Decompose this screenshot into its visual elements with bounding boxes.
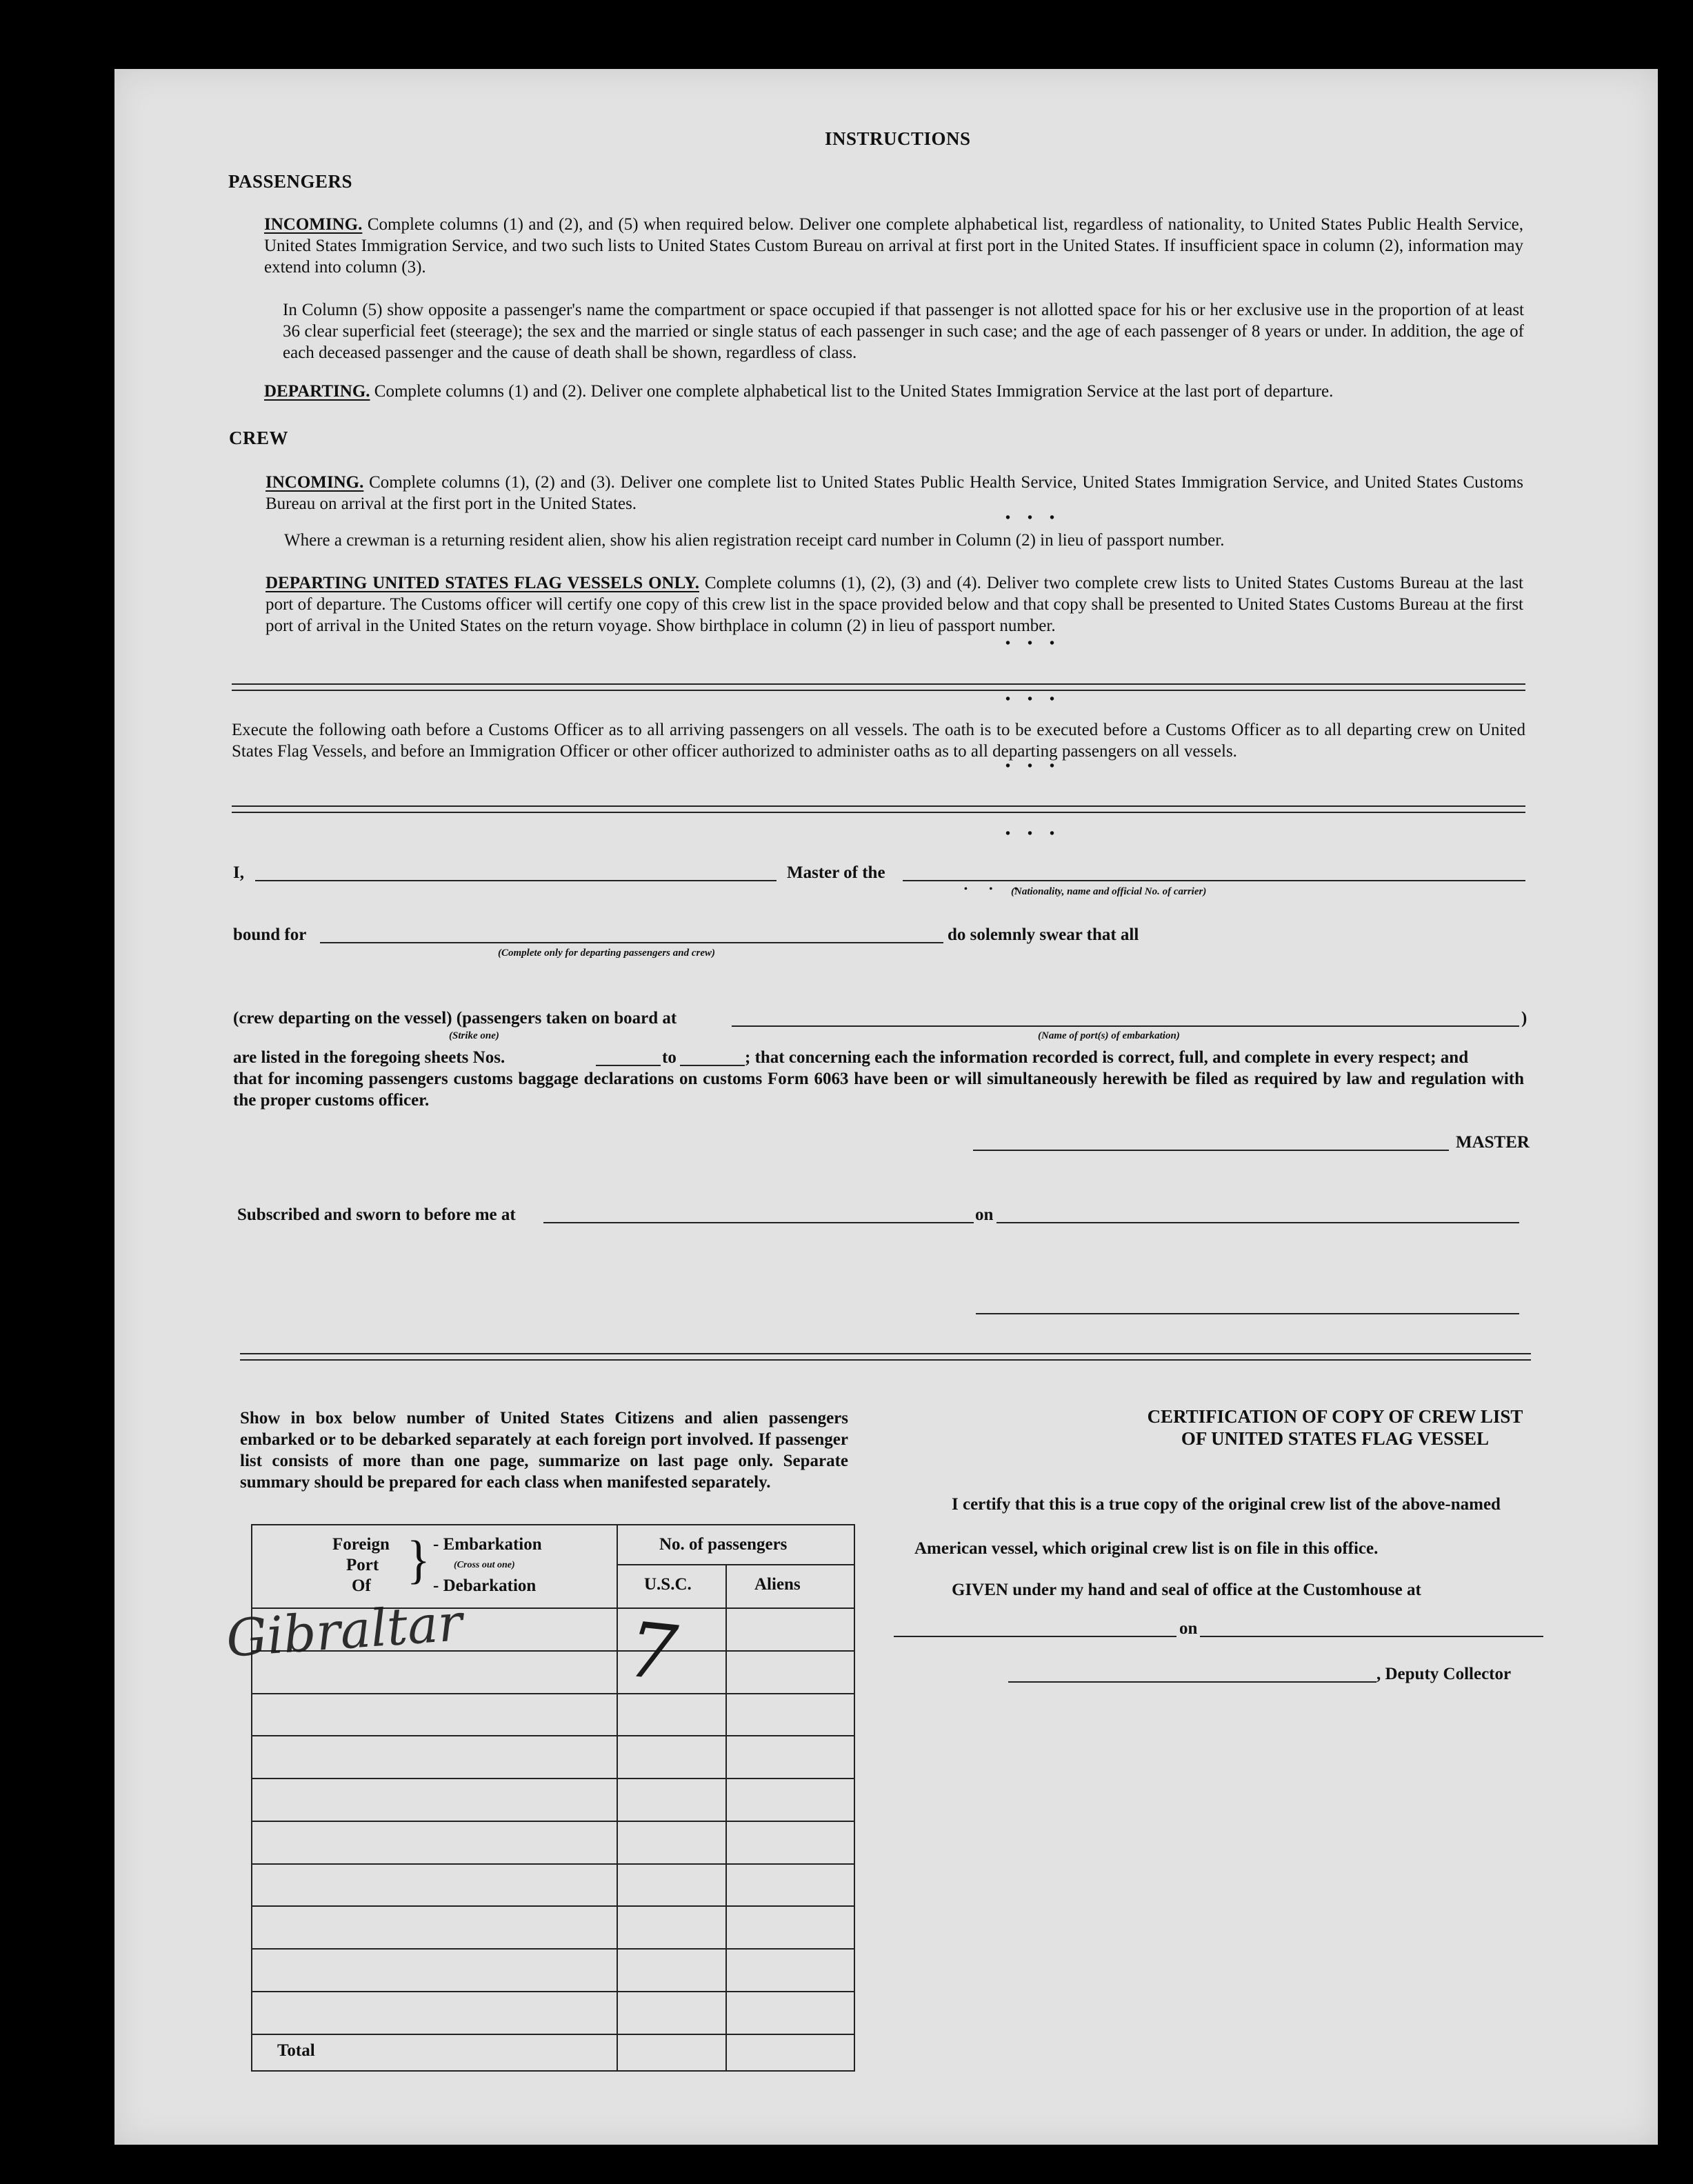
total-label: Total bbox=[277, 2041, 315, 2060]
page-title: INSTRUCTIONS bbox=[825, 128, 971, 149]
certification-line3: GIVEN under my hand and seal of office at the Customhouse at bbox=[952, 1581, 1421, 1599]
master-name-line[interactable] bbox=[255, 880, 777, 881]
summary-instruction: Show in box below number of United States Citizens and alien passengers embarked or to be debarked separately at each foreign port involved. If passenger list consists of more than one page, summarize on last page only. Separate summary should be prepared for each class when manifested separately. bbox=[240, 1409, 848, 1492]
oath-swear: do solemnly swear that all bbox=[948, 925, 1139, 944]
oath-crew-departing: (crew departing on the vessel) (passengers taken on board at bbox=[233, 1009, 677, 1028]
passengers-incoming-text: Complete columns (1) and (2), and (5) when required below. Deliver one complete alphabetical list, regardless of nationality, to United States Public Health Service, United States Immigration Service, and two such lists to United States Custom Bureau on arrival at first port in the United States. If insufficient space in column (2), information may extend into column (3). bbox=[264, 215, 1524, 277]
table-row bbox=[252, 1948, 854, 1950]
passengers-departing-paragraph bbox=[264, 381, 1523, 402]
sworn-place-line[interactable] bbox=[543, 1222, 974, 1223]
customhouse-line[interactable] bbox=[894, 1636, 1176, 1637]
vessel-name-line[interactable] bbox=[903, 880, 1525, 881]
dot-mark: • • • bbox=[964, 884, 1028, 894]
header-debarkation: - Debarkation bbox=[433, 1576, 537, 1595]
table-row bbox=[252, 1778, 854, 1779]
crew-resident-paragraph: Where a crewman is a returning resident alien, show his alien registration receipt card number in Column (2) in lieu of passport number. bbox=[284, 531, 1225, 550]
header-usc: U.S.C. bbox=[644, 1575, 692, 1594]
handwritten-usc-count: 7 bbox=[623, 1605, 681, 1699]
crew-incoming-text: Complete columns (1), (2) and (3). Deliver one complete list to United States Public Health Service, United States Immigration Service, and United States Customs Bureau on arrival at the first port in the United States. bbox=[266, 473, 1524, 513]
dot-mark: • • • bbox=[1005, 759, 1062, 774]
header-embarkation: - Embarkation bbox=[433, 1535, 542, 1554]
header-port: Port bbox=[346, 1556, 379, 1574]
sheet-to-line[interactable] bbox=[680, 1065, 745, 1066]
brace-mark: } bbox=[407, 1531, 430, 1590]
table-row bbox=[252, 1735, 854, 1736]
passenger-summary-table bbox=[224, 1524, 855, 2072]
officer-signature-line[interactable] bbox=[976, 1313, 1519, 1314]
certification-line1: I certify that this is a true copy of the original crew list of the above-named bbox=[952, 1495, 1501, 1514]
crew-heading: CREW bbox=[229, 428, 289, 448]
close-paren: ) bbox=[1521, 1009, 1527, 1028]
row-divider bbox=[617, 1564, 854, 1565]
header-foreign: Foreign bbox=[332, 1535, 390, 1554]
section-divider bbox=[232, 805, 1525, 813]
crew-departing-label: DEPARTING UNITED STATES FLAG VESSELS ONLY. bbox=[266, 574, 699, 592]
oath-i-label: I, bbox=[233, 863, 244, 882]
crew-incoming-label: INCOMING. bbox=[266, 473, 364, 492]
master-signature-line[interactable] bbox=[973, 1150, 1449, 1151]
oath-listed-b: ; that concerning each the information recorded is correct, full, and complete in every respect; and bbox=[745, 1048, 1469, 1067]
certification-title-line2: OF UNITED STATES FLAG VESSEL bbox=[1181, 1428, 1490, 1449]
master-label: MASTER bbox=[1456, 1133, 1530, 1152]
table-row bbox=[252, 1905, 854, 1907]
nationality-note: (Nationality, name and official No. of carrier) bbox=[1011, 886, 1207, 897]
deputy-signature-line[interactable] bbox=[1008, 1681, 1376, 1683]
sheet-from-line[interactable] bbox=[596, 1065, 661, 1066]
passengers-heading: PASSENGERS bbox=[228, 171, 353, 192]
embarkation-port-line[interactable] bbox=[732, 1025, 1519, 1027]
column-divider bbox=[725, 1564, 727, 2070]
passengers-column5-paragraph: In Column (5) show opposite a passenger's name the compartment or space occupied if that passenger is not allotted space for his or her exclusive use in the proportion of at least 36 clear superficial feet (steerage); the sex and the married or single status of each passenger in such case; and the age of each passenger of 8 years or under. In addition, the age of each deceased passenger and the cause of death shall be shown, regardless of class. bbox=[283, 301, 1524, 362]
passengers-departing-text: Complete columns (1) and (2). Deliver one complete alphabetical list to the United States Immigration Service at the last port of departure. bbox=[374, 382, 1334, 401]
certification-deputy: , Deputy Collector bbox=[1376, 1665, 1512, 1683]
crew-departing-paragraph bbox=[266, 572, 1523, 637]
header-aliens: Aliens bbox=[754, 1575, 801, 1594]
passengers-departing-label: DEPARTING. bbox=[264, 382, 370, 401]
dot-mark: • • • bbox=[1005, 510, 1062, 525]
section-divider bbox=[240, 1353, 1531, 1361]
passengers-incoming-paragraph bbox=[264, 214, 1523, 278]
certification-on: on bbox=[1179, 1619, 1198, 1638]
header-cross-out: (Cross out one) bbox=[454, 1560, 515, 1570]
table-row bbox=[252, 1821, 854, 1822]
certification-title-line1: CERTIFICATION OF COPY OF CREW LIST bbox=[1147, 1406, 1523, 1427]
table-row bbox=[252, 1991, 854, 1992]
dot-mark: • • • bbox=[1005, 692, 1062, 707]
oath-listed-a: are listed in the foregoing sheets Nos. bbox=[233, 1048, 505, 1067]
table-row bbox=[252, 1863, 854, 1865]
destination-line[interactable] bbox=[320, 942, 943, 943]
document-page bbox=[114, 69, 1658, 2145]
bound-note: (Complete only for departing passengers and crew) bbox=[498, 948, 715, 959]
dot-mark: • • • bbox=[1005, 636, 1062, 651]
table-row bbox=[252, 2034, 854, 2035]
header-of: Of bbox=[352, 1576, 371, 1595]
table-row bbox=[252, 1693, 854, 1694]
oath-instruction: Execute the following oath before a Customs Officer as to all arriving passengers on all vessels. The oath is to be executed before a Customs Officer as to all departing crew on United States Flag Vessels, and before an Immigration Officer or other officer authorized to administer oaths as to all departing passengers on all vessels. bbox=[232, 721, 1525, 761]
section-divider bbox=[232, 683, 1525, 691]
oath-on: on bbox=[975, 1205, 994, 1224]
port-note: (Name of port(s) of embarkation) bbox=[1038, 1030, 1180, 1041]
oath-listed-to: to bbox=[662, 1048, 677, 1067]
passengers-incoming-label: INCOMING. bbox=[264, 215, 363, 234]
oath-bound-for: bound for bbox=[233, 925, 307, 944]
oath-listed-c: that for incoming passengers customs baggage declarations on customs Form 6063 have been or will simultaneously herewith be filed as required by law and regulation with the proper customs officer. bbox=[233, 1070, 1524, 1110]
crew-incoming-paragraph bbox=[266, 472, 1523, 514]
handwritten-port: Gibraltar bbox=[224, 1593, 465, 1669]
strike-one-note: (Strike one) bbox=[449, 1030, 499, 1041]
dot-mark: • • • bbox=[1005, 826, 1062, 841]
certification-line2: American vessel, which original crew list is on file in this office. bbox=[914, 1539, 1379, 1558]
oath-master-of: Master of the bbox=[787, 863, 885, 882]
certification-date-line[interactable] bbox=[1200, 1636, 1543, 1637]
crew-departing-text: Complete columns (1), (2), (3) and (4). Deliver two complete crew lists to United States Customs Bureau at the last port of departure. The Customs officer will certify one copy of this crew list in the space provided below and that copy shall be presented to United States Customs Bureau at the first port of arrival in the United States on the return voyage. Show birthplace in column (2) in lieu of passport number. bbox=[266, 574, 1523, 635]
header-no-passengers: No. of passengers bbox=[659, 1535, 788, 1554]
sworn-date-line[interactable] bbox=[996, 1222, 1519, 1223]
oath-subscribed: Subscribed and sworn to before me at bbox=[237, 1205, 516, 1224]
